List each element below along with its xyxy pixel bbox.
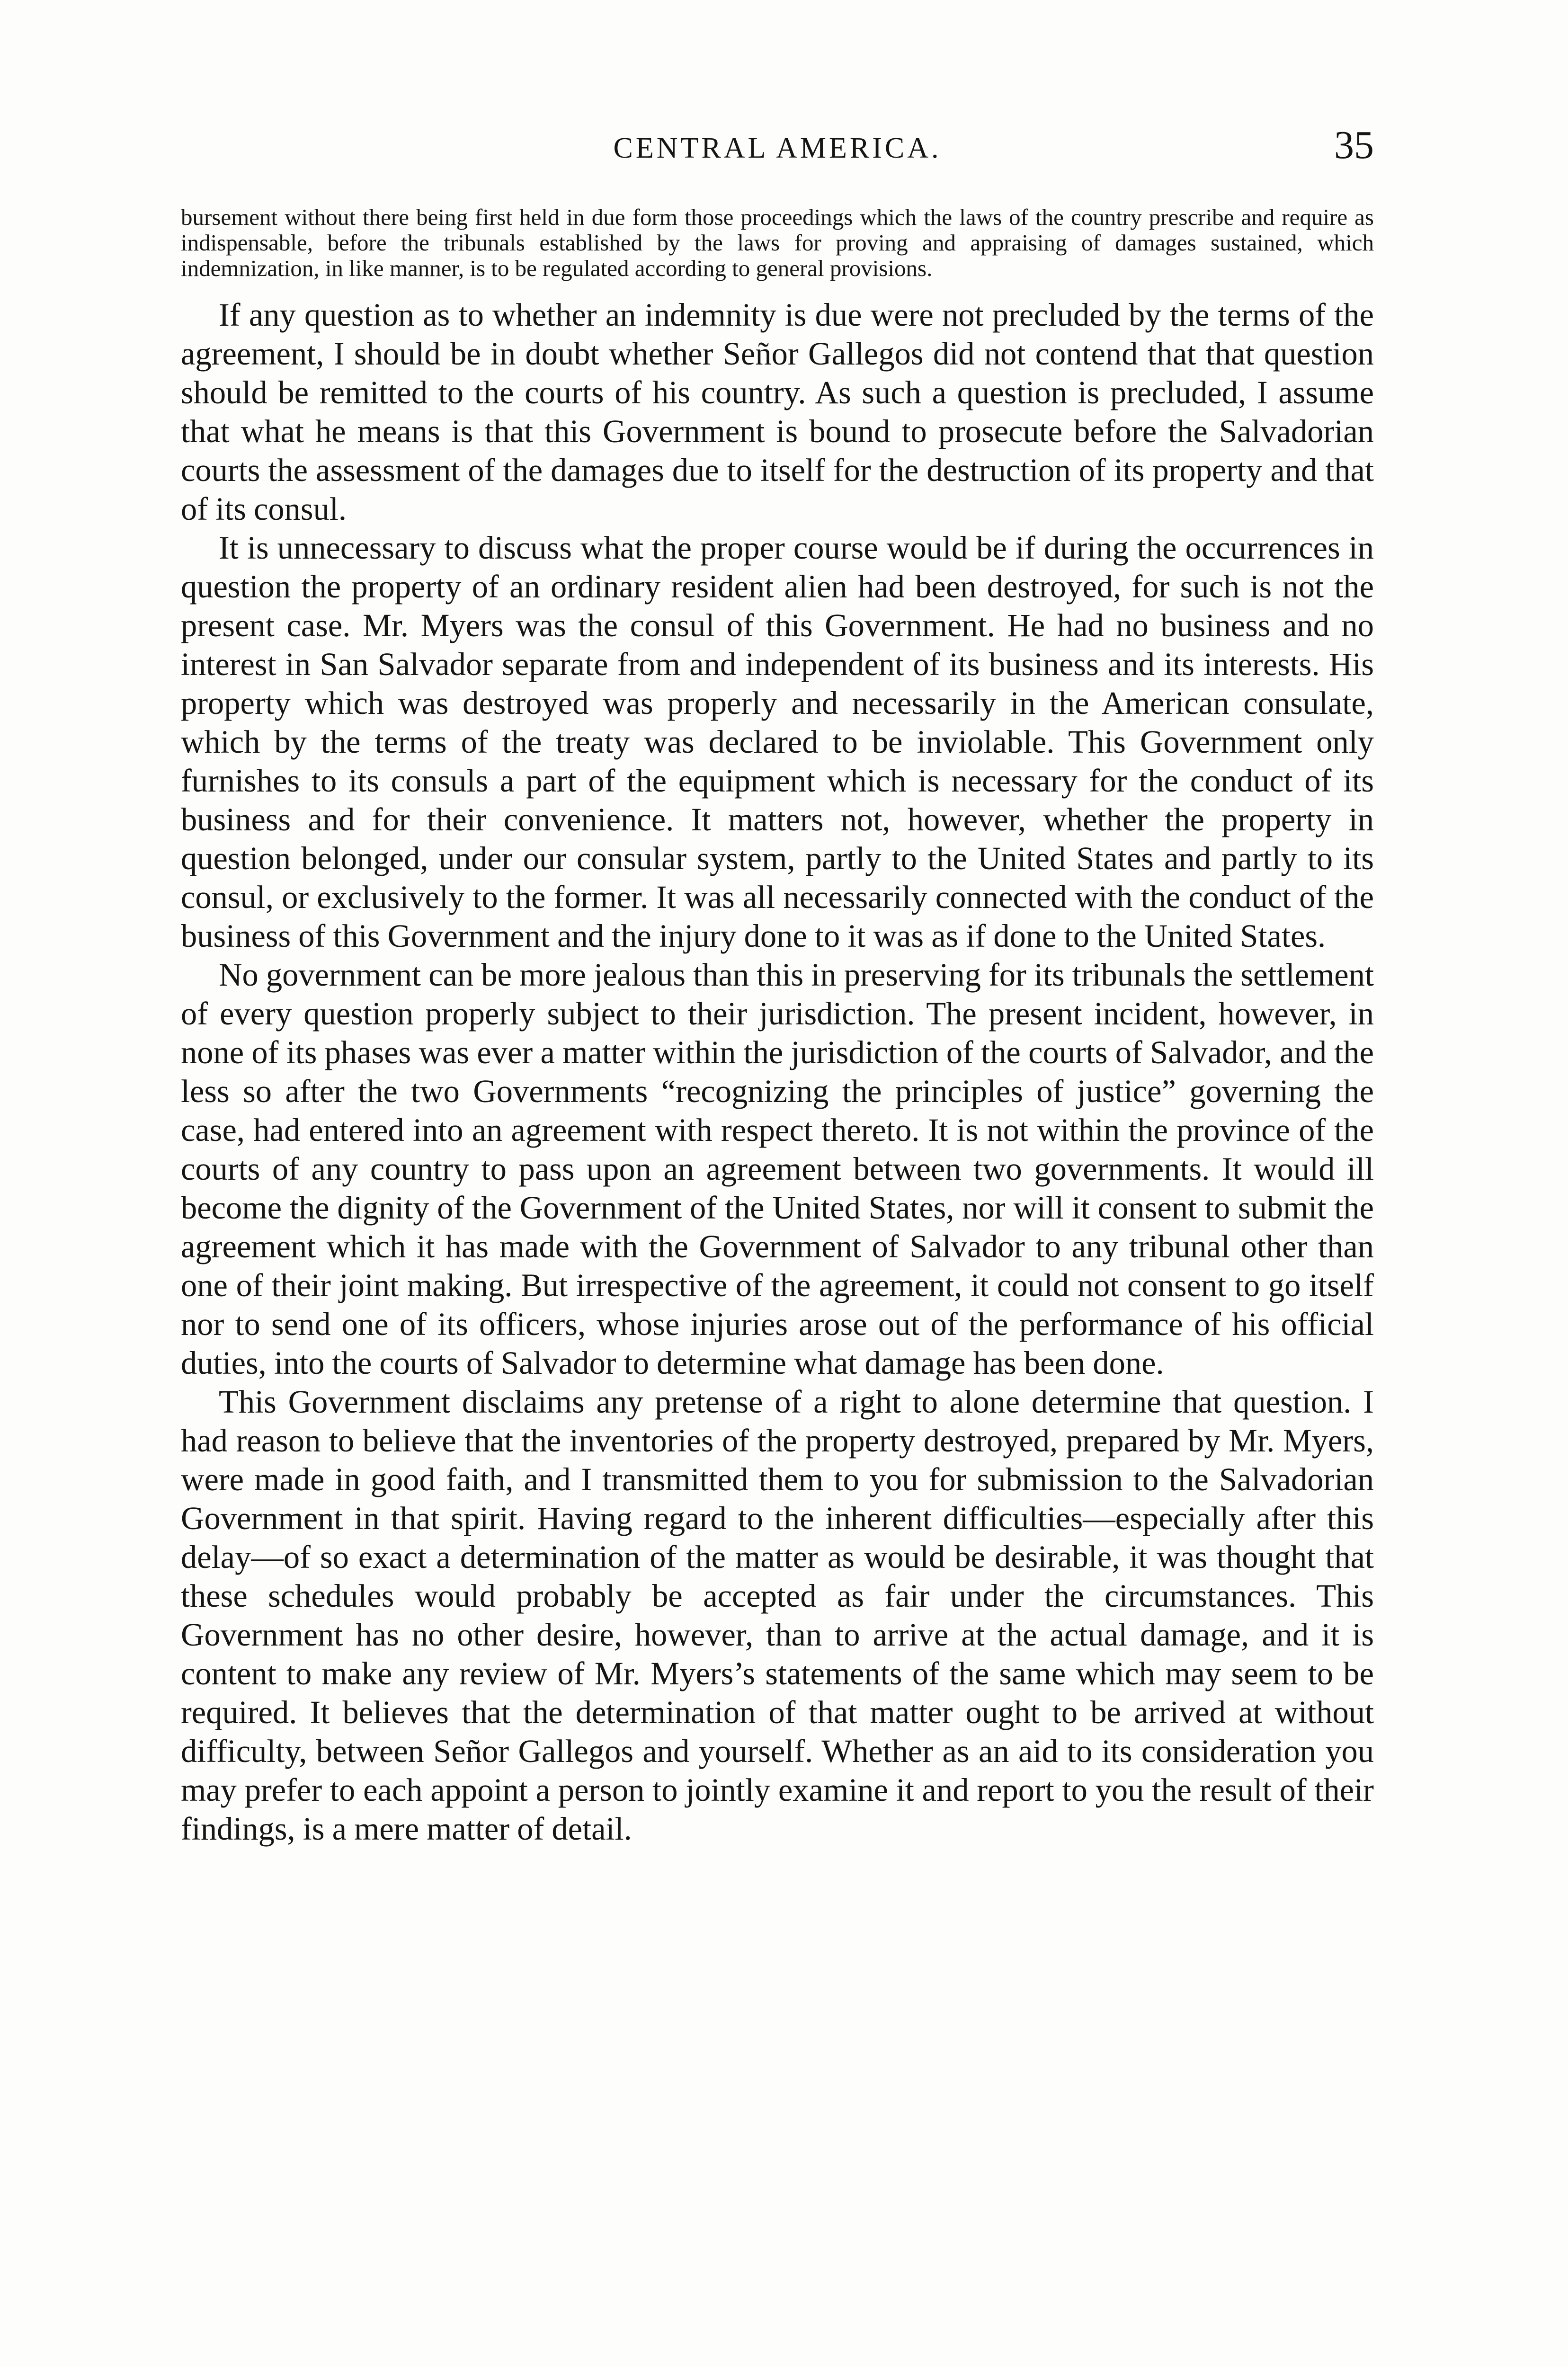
page-header [181,122,1374,174]
paragraph-determination: This Government disclaims any pretense of a right to alone determine that question. I had reason to believe that the inventories of the property destroyed, prepared by Mr. Myers, were made in good faith, and I transmitted them to you for submission to the Salvadorian Government in that spirit. Having regard to the inherent difficulties—especially after this delay—of so exact a determination of the matter as would be desirable, it was thought that these schedules would probably be accepted as fair under the circumstances. This Government has no other desire, however, than to arrive at the actual damage, and it is content to make any review of Mr. Myers’s statements of the same which may seem to be required. It believes that the determination of that matter ought to be arrived at without difficulty, between Señor Gallegos and yourself. Whether as an aid to its consideration you may prefer to each appoint a person to jointly examine it and report to you the result of their findings, is a mere matter of detail. [181,1384,1374,1847]
running-title: CENTRAL AMERICA. [613,132,942,164]
page-number: 35 [1334,123,1374,167]
paragraph-consul-property: It is unnecessary to discuss what the proper course would be if during the occurrences in question the property of an ordinary resident alien had been destroyed, for such is not the present case. Mr. Myers was the consul of this Government. He had no business and no interest in San Salvador separate from and independent of its business and its interests. His property which was destroyed was properly and necessarily in the American consulate, which by the terms of the treaty was declared to be inviolable. This Government only furnishes to its consuls a part of the equipment which is necessary for the conduct of its business and for their convenience. It matters not, however, whether the property in question belonged, under our consular system, partly to the United States and partly to its consul, or exclusively to the former. It was all necessarily connected with the conduct of the business of this Government and the injury done to it was as if done to the United States. [181,530,1374,954]
quoted-passage: bursement without there being first held in due form those proceedings which the laws of the country prescribe and require as indispensable, before the tribunals established by the laws for proving and appraising of damages sustained, which indemnization, in like manner, is to be regulated according to general provisions. [181,204,1374,281]
paragraph-indemnity-question: If any question as to whether an indemnity is due were not precluded by the terms of the agreement, I should be in doubt whether Señor Gallegos did not contend that that question should be remitted to the courts of his country. As such a question is precluded, I assume that what he means is that this Government is bound to prosecute before the Salvadorian courts the assessment of the damages due to itself for the destruction of its property and that of its consul. [181,297,1374,527]
paragraph-jurisdiction: No government can be more jealous than this in preserving for its tribunals the settlement of every question properly subject to their jurisdiction. The present incident, however, in none of its phases was ever a matter within the jurisdiction of the courts of Salvador, and the less so after the two Governments “recognizing the principles of justice” governing the case, had entered into an agreement with respect thereto. It is not within the province of the courts of any country to pass upon an agreement between two governments. It would ill become the dignity of the Government of the United States, nor will it consent to submit the agreement which it has made with the Government of Salvador to any tribunal other than one of their joint making. But irrespective of the agreement, it could not consent to go itself nor to send one of its officers, whose injuries arose out of the performance of his official duties, into the courts of Salvador to determine what damage has been done. [181,957,1374,1381]
page-body [181,205,1374,1848]
